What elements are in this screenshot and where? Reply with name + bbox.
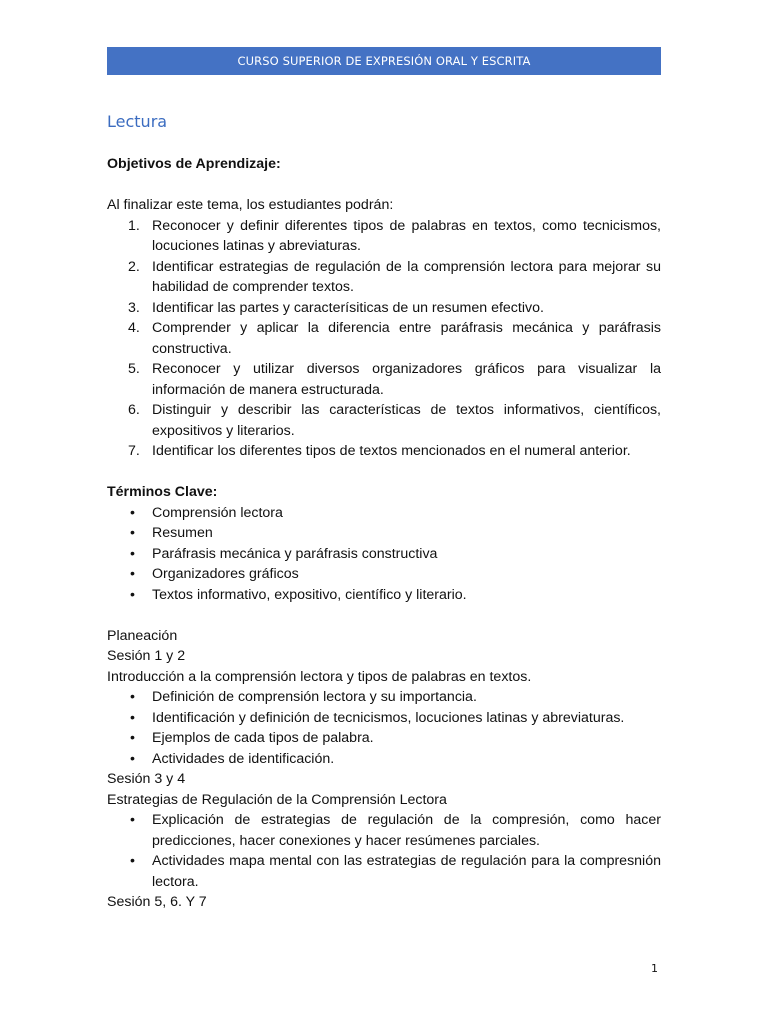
bullet-icon: •: [130, 853, 135, 869]
objectives-list: [107, 216, 661, 462]
session-activity-text: Actividades de identificación.: [152, 750, 335, 767]
bullet-icon: •: [130, 709, 135, 726]
objective-text: Identificar los diferentes tipos de textos mencionados en el numeral anterior.: [152, 443, 631, 459]
objective-item: [107, 400, 661, 441]
objectives-intro: Al finalizar este tema, los estudiantes podrán:: [107, 197, 394, 213]
session-activity-text: Actividades mapa mental con las estrategias de regulación para la compresnión lectora.: [152, 853, 661, 890]
objective-number: 3.: [128, 299, 140, 316]
objective-text: Distinguir y describir las características de textos informativos, científicos, expositivos y literarios.: [152, 402, 661, 439]
bullet-icon: •: [130, 730, 135, 746]
objective-text: Comprender y aplicar la diferencia entre paráfrasis mecánica y paráfrasis constructiva.: [152, 320, 661, 357]
session-topic: Estrategias de Regulación de la Comprensión Lectora: [107, 791, 447, 808]
bullet-icon: •: [130, 504, 135, 521]
page-number: 1: [651, 962, 658, 975]
objective-item: [107, 298, 661, 319]
session-activity-text: Ejemplos de cada tipos de palabra.: [152, 730, 374, 746]
objective-item: [107, 318, 661, 359]
key-term-text: Paráfrasis mecánica y paráfrasis constructiva: [152, 545, 438, 562]
session-activity-item: [107, 810, 661, 851]
session-activities-list: [107, 687, 661, 769]
key-term-item: [107, 523, 661, 544]
session-activity-text: Explicación de estrategias de regulación de la compresión, como hacer predicciones, hacer conexiones y hacer resúmenes parciales.: [152, 812, 661, 849]
key-term-text: Organizadores gráficos: [152, 566, 299, 582]
key-term-text: Comprensión lectora: [152, 504, 283, 521]
key-terms-heading: Términos Clave:: [107, 484, 218, 500]
key-term-item: [107, 564, 661, 585]
key-term-item: [107, 544, 661, 565]
document-header: [107, 47, 661, 75]
objective-number: 7.: [128, 443, 140, 459]
objective-number: 5.: [128, 361, 140, 377]
session-activity-text: Identificación y definición de tecnicismos, locuciones latinas y abreviaturas.: [152, 709, 625, 726]
objective-item: [107, 257, 661, 298]
session-activity-item: [107, 728, 661, 749]
objective-item: [107, 216, 661, 257]
objective-number: 4.: [128, 320, 140, 336]
session-activity-item: [107, 708, 661, 729]
objective-text: Reconocer y utilizar diversos organizadores gráficos para visualizar la información de manera estructurada.: [152, 361, 661, 398]
bullet-icon: •: [130, 689, 135, 705]
bullet-icon: •: [130, 545, 135, 562]
objective-number: 6.: [128, 402, 140, 418]
session-activity-item: [107, 687, 661, 708]
objective-text: Reconocer y definir diferentes tipos de palabras en textos, como tecnicismos, locuciones latinas y abreviaturas.: [152, 217, 661, 254]
bullet-icon: •: [130, 750, 135, 767]
session-topic: Introducción a la comprensión lectora y tipos de palabras en textos.: [107, 668, 532, 685]
spacer: [107, 462, 661, 483]
session-title: Sesión 5, 6. Y 7: [107, 894, 207, 910]
key-term-text: Resumen: [152, 525, 213, 541]
bullet-icon: •: [130, 586, 135, 603]
objective-number: 2.: [128, 258, 140, 275]
objective-item: [107, 359, 661, 400]
planning-heading: Planeación: [107, 627, 178, 644]
bullet-icon: •: [130, 566, 135, 582]
session-activity-text: Definición de comprensión lectora y su importancia.: [152, 689, 477, 705]
document-body: [107, 154, 661, 913]
key-term-item: [107, 585, 661, 606]
key-term-item: [107, 503, 661, 524]
session-activity-item: [107, 851, 661, 892]
objective-item: [107, 441, 661, 462]
objective-text: Identificar las partes y caracterísiticas de un resumen efectivo.: [152, 299, 544, 316]
key-term-text: Textos informativo, expositivo, científico y literario.: [152, 586, 467, 603]
session-activities-list: [107, 810, 661, 892]
objective-text: Identificar estrategias de regulación de la comprensión lectora para mejorar su habilidad de comprender textos.: [152, 258, 661, 295]
session-title: Sesión 3 y 4: [107, 771, 186, 787]
spacer: [107, 605, 661, 626]
key-terms-list: [107, 503, 661, 606]
bullet-icon: •: [130, 812, 135, 828]
header-title: CURSO SUPERIOR DE EXPRESIÓN ORAL Y ESCRITA: [237, 54, 531, 68]
bullet-icon: •: [130, 525, 135, 541]
spacer: [107, 175, 661, 196]
objective-number: 1.: [128, 217, 140, 234]
session-title: Sesión 1 y 2: [107, 648, 186, 664]
section-title: Lectura: [107, 112, 168, 131]
session-activity-item: [107, 749, 661, 770]
objectives-heading: Objetivos de Aprendizaje:: [107, 156, 281, 172]
